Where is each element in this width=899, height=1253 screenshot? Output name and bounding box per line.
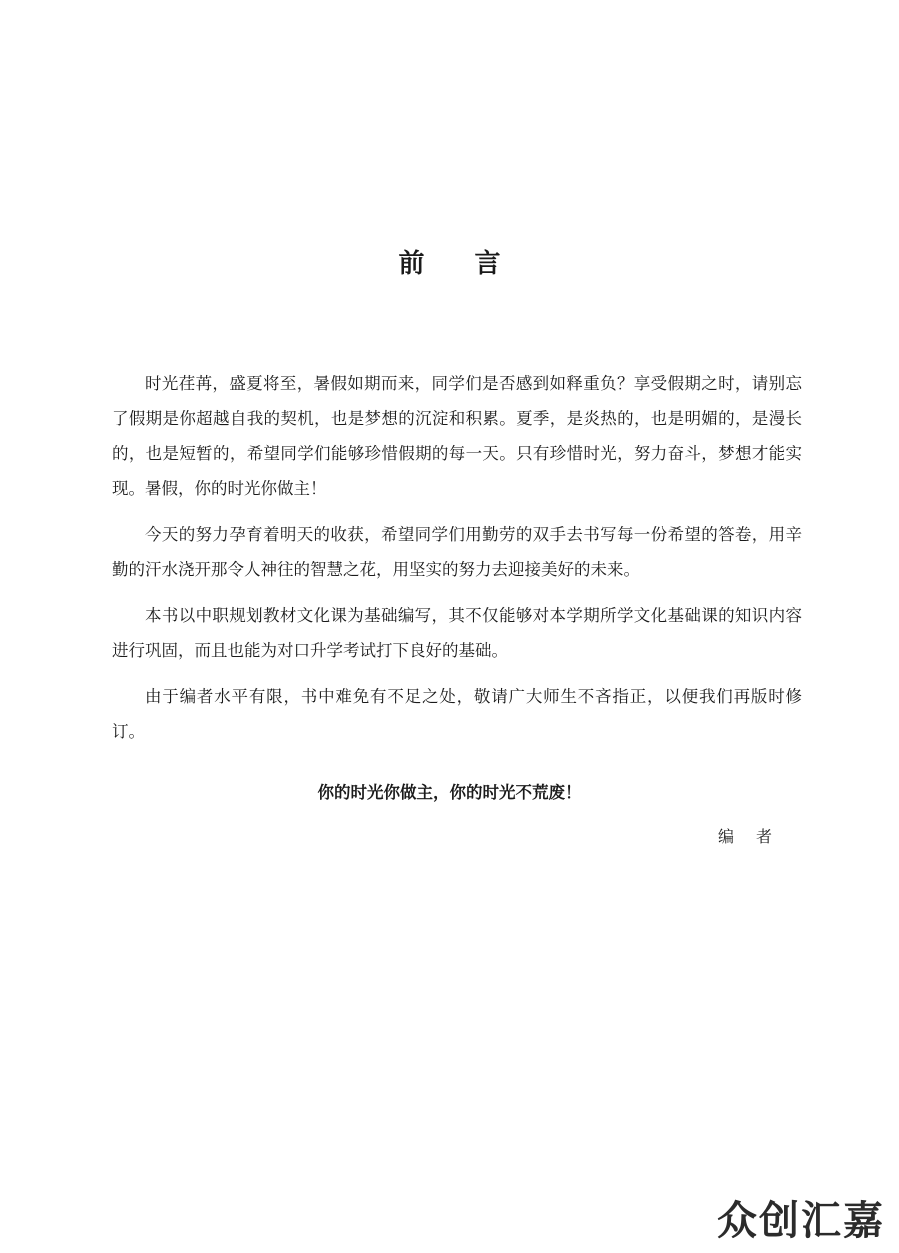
page-title: 前言 [398, 249, 551, 279]
signature: 编者 [718, 827, 795, 846]
watermark-logo: 众创汇嘉 [717, 1198, 885, 1244]
paragraph-4: 由于编者水平有限，书中难免有不足之处，敬请广大师生不吝指正，以便我们再版时修订。 [112, 687, 802, 741]
paragraph-1: 时光荏苒，盛夏将至，暑假如期而来，同学们是否感到如释重负？享受假期之时，请别忘了假期是你超越自我的契机，也是梦想的沉淀和积累。夏季，是炎热的，也是明媚的，是漫长的，也是短暂的，希望同学们能够珍惜假期的每一天。只有珍惜时光，努力奋斗，梦想才能实现。暑假，你的时光你做主！ [112, 374, 802, 498]
preface-body [112, 366, 802, 760]
paragraph-3: 本书以中职规划教材文化课为基础编写，其不仅能够对本学期所学文化基础课的知识内容进行巩固，而且也能为对口升学考试打下良好的基础。 [112, 606, 802, 660]
motto: 你的时光你做主，你的时光不荒废！ [317, 783, 582, 802]
paragraph-2: 今天的努力孕育着明天的收获，希望同学们用勤劳的双手去书写每一份希望的答卷，用辛勤的汗水浇开那令人神往的智慧之花，用坚实的努力去迎接美好的未来。 [112, 525, 802, 579]
